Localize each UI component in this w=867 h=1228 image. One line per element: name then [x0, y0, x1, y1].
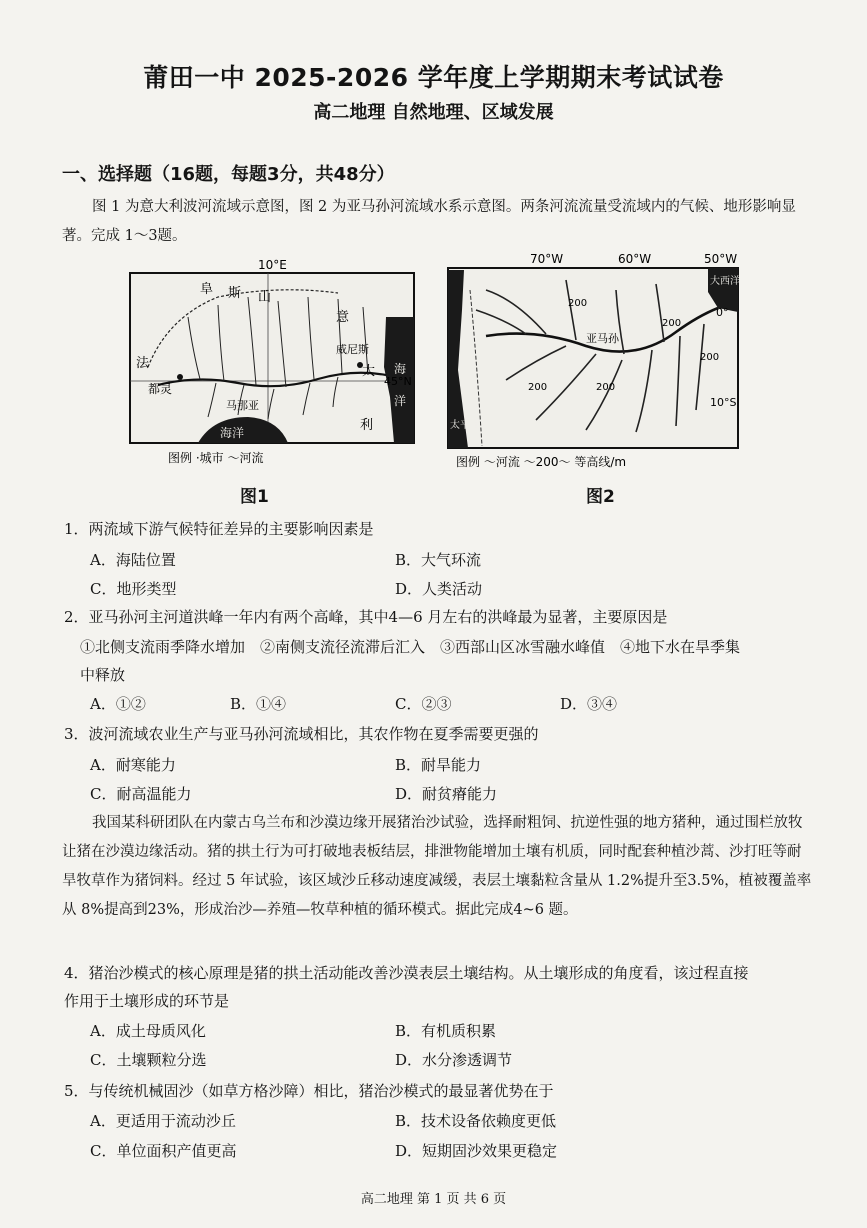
- q3-option-c: C．耐高温能力: [90, 785, 192, 803]
- figure1-caption: 图1: [240, 487, 269, 507]
- q2-option-a: A．①②: [90, 695, 146, 713]
- q2-option-c: C．②③: [395, 695, 452, 713]
- figure2-map: [446, 250, 746, 472]
- q2-choices-line2: 中释放: [80, 666, 126, 684]
- figure2-coord-10s: 10°S: [710, 396, 737, 409]
- figure2-coord-70w: 70°W: [530, 252, 564, 266]
- figure2-legend: 图例 ～河流 ～200～ 等高线/m: [456, 455, 627, 469]
- section-heading: 一、选择题（16题，每题3分，共48分）: [62, 164, 395, 185]
- q2-stem: 2．亚马孙河主河道洪峰一年内有两个高峰，其中4—6 月左右的洪峰最为显著，主要原因是: [64, 608, 668, 626]
- figure2-coord-50w: 50°W: [704, 252, 738, 266]
- figure2-contour-1: 200: [568, 298, 588, 309]
- q4-option-a: A．成土母质风化: [90, 1022, 206, 1040]
- intro-paragraph: 图 1 为意大利波河流域示意图，图 2 为亚马孙河流域水系示意图。两条河流流量受流域内的气候、地形影响显著。完成 1～3题。: [62, 199, 796, 244]
- passage-pig-desert: 我国某科研团队在内蒙古乌兰布和沙漠边缘开展猪治沙试验，选择耐粗饲、抗逆性强的地方猪种，通过围栏放牧让猪在沙漠边缘活动。猪的拱土行为可打破地表板结层，排泄物能增加土壤有机质，同时配套种植沙蒿、沙打旺等耐旱牧草作为猪饲料。经过 5 年试验，该区域沙丘移动速度减缓，表层土壤黏粒含量从 1.2%提升至3.5%，植被覆盖率从 8%提高到23%，形成治沙—养殖—牧草种植的循环模式。据此完成4~6 题。: [62, 815, 812, 918]
- figure2-caption: 图2: [586, 487, 615, 507]
- exam-subtitle: 高二地理 自然地理、区域发展: [313, 102, 554, 123]
- q4-option-c: C．土壤颗粒分选: [90, 1051, 207, 1069]
- figure2-contour-4: 200: [700, 352, 720, 363]
- figure1-coord-right: 45°N: [384, 375, 412, 388]
- q1-option-a: A．海陆位置: [90, 551, 176, 569]
- q3-option-d: D．耐贫瘠能力: [395, 785, 498, 803]
- q4-stem-line1: 4．猪治沙模式的核心原理是猪的拱土活动能改善沙漠表层土壤结构。从土壤形成的角度看，该过程直接: [64, 964, 749, 982]
- figure1-coord-top: 10°E: [258, 258, 287, 272]
- figure1-label-g: 利: [360, 418, 374, 433]
- figure1-label-e: 威尼斯: [336, 343, 369, 356]
- figure1-map: [128, 257, 418, 472]
- q4-option-d: D．水分渗透调节: [395, 1051, 513, 1069]
- q5-stem: 5．与传统机械固沙（如草方格沙障）相比，猪治沙模式的最显著优势在于: [64, 1082, 554, 1100]
- q1-option-d: D．人类活动: [395, 580, 483, 598]
- q1-option-b: B．大气环流: [395, 551, 482, 569]
- q2-choices-line1: ①北侧支流雨季降水增加 ②南侧支流径流滞后汇入 ③西部山区冰雪融水峰值 ④地下水在旱季集: [80, 638, 741, 656]
- figure2-label-atlantic: 大西洋: [710, 276, 740, 287]
- figure2-coord-0: 0°: [716, 306, 729, 319]
- q3-stem: 3．波河流域农业生产与亚马孙河流域相比，其农作物在夏季需要更强的: [64, 725, 539, 743]
- figure1-label-d: 意: [336, 310, 350, 325]
- figure1-label-j: 马那亚: [226, 399, 259, 412]
- figure2-contour-2: 200: [528, 382, 548, 393]
- figure1-label-f: 大: [362, 364, 376, 379]
- q2-option-b: B．①④: [230, 695, 287, 713]
- page-footer: 高二地理 第 1 页 共 6 页: [360, 1192, 507, 1207]
- q4-option-b: B．有机质积累: [395, 1022, 497, 1040]
- q2-option-d: D．③④: [560, 695, 618, 713]
- figure2-label-pacific: 太平洋: [450, 420, 480, 431]
- figure1-city-turin: [177, 374, 183, 380]
- q3-option-b: B．耐旱能力: [395, 756, 482, 774]
- q1-option-c: C．地形类型: [90, 580, 177, 598]
- figure2-contour-5: 200: [596, 382, 616, 393]
- figure2-label-amazon: 亚马孙: [586, 332, 619, 345]
- figure1-label-c: 山: [258, 290, 272, 305]
- figure1-label-k: 海洋: [220, 426, 245, 440]
- q5-option-b: B．技术设备依赖度更低: [395, 1112, 557, 1130]
- figure1-legend: 图例 ·城市 ～河流: [168, 451, 264, 465]
- exam-title: 莆田一中 2025-2026 学年度上学期期末考试试卷: [143, 63, 724, 92]
- figure1-label-a: 阜: [200, 282, 214, 297]
- figure2-coord-60w: 60°W: [618, 252, 652, 266]
- figure1-label-l: 海: [394, 362, 407, 376]
- figure1-label-m: 洋: [394, 394, 407, 408]
- q5-option-d: D．短期固沙效果更稳定: [395, 1142, 558, 1160]
- figure1-label-h: 法: [136, 356, 150, 371]
- figure1-label-i: 都灵: [148, 382, 173, 396]
- figure2-contour-3: 200: [662, 318, 682, 329]
- q3-option-a: A．耐寒能力: [90, 756, 176, 774]
- q5-option-c: C．单位面积产值更高: [90, 1142, 237, 1160]
- figure1-label-b: 斯: [228, 286, 242, 301]
- q4-stem-line2: 作用于土壤形成的环节是: [64, 992, 230, 1010]
- q5-option-a: A．更适用于流动沙丘: [90, 1112, 236, 1130]
- q1-stem: 1．两流域下游气候特征差异的主要影响因素是: [64, 520, 374, 538]
